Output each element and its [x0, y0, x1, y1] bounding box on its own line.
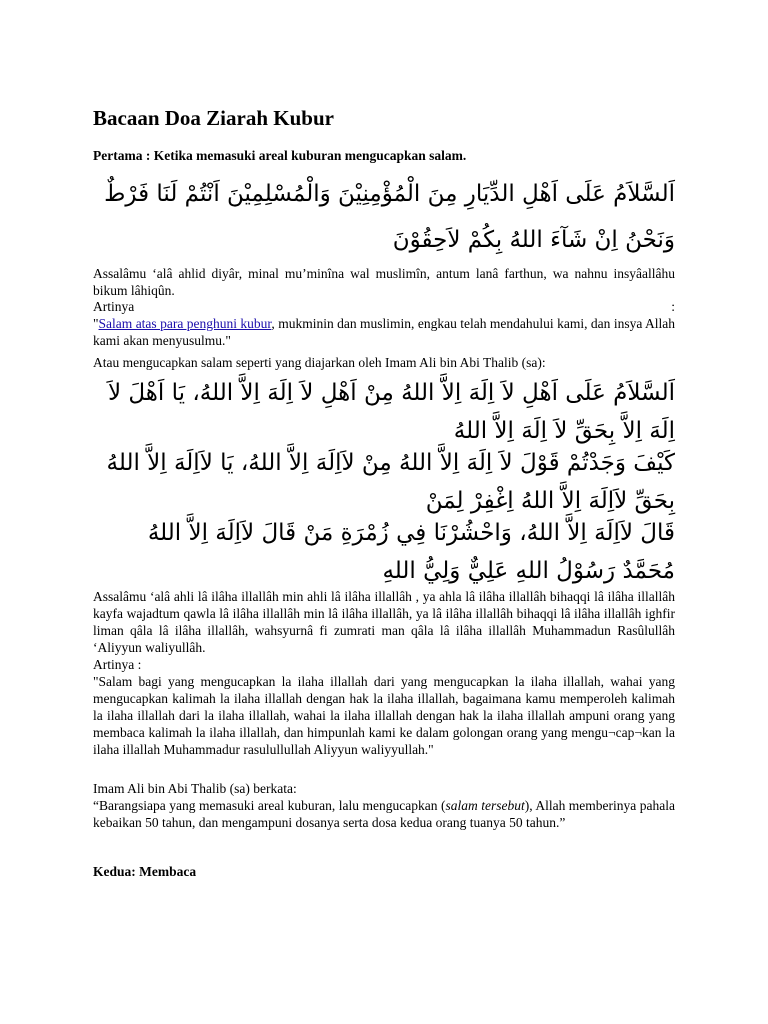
meaning-rest: , mukminin dan muslimin, engkau telah mendahului kami, dan insya Allah kami akan menyusulmu.": [93, 316, 675, 348]
quote-italic: salam tersebut: [445, 798, 525, 813]
arabic-salam-text: اَلسَّلاَمُ عَلَى اَهْلِ الدِّيَارِ مِنَ الْمُؤْمِنِيْنَ وَالْمُسْلِمِيْنَ اَنْتُمْ لَنَا فَرْطٌ وَنَحْنُ اِنْ شَآءَ اللهُ بِكُمْ لاَحِقُوْنَ: [104, 181, 675, 253]
latin-ali-text: Assalâmu ‘alâ ahli lâ ilâha illallâh min ahli lâ ilâha illallâh , ya ahla lâ ilâha illallâh bihaqqi lâ ilâha illallâh kayfa wajadtum qawla lâ ilâha illallâh min lâ ilâha illallâh, ya lâ ilâha illallâh bihaqqi lâ ilâha illallâh ighfir liman qâla lâ ilâha illallâh, wahsyurnâ fi zumrati man qâla lâ ilâha illallâh Muhammadun Rasûlullâh ‘Aliyyun waliyullâh.: [93, 589, 675, 655]
meaning-salam-text: [93, 315, 675, 349]
quote-text: [93, 797, 675, 831]
artinya-label-2: Artinya :: [93, 657, 142, 672]
section-heading-kedua: Kedua: Membaca: [93, 864, 197, 879]
quote-intro: Imam Ali bin Abi Thalib (sa) berkata:: [93, 781, 297, 796]
imam-ali-intro: Atau mengucapkan salam seperti yang diajarkan oleh Imam Ali bin Abi Thalib (sa):: [93, 355, 546, 370]
arabic-ali-line-2: كَيْفَ وَجَدْتُمْ قَوْلَ لاَ اِلَهَ اِلاَّ اللهُ مِنْ لاَاِلَهَ اِلاَّ اللهُ، يَا لاَاِلَهَ اِلاَّ اللهُ بِحَقِّ لاَاِلَهَ اِلاَّ اللهُ اِغْفِرْ لِمَنْ: [106, 450, 675, 514]
salam-link[interactable]: Salam atas para penghuni kubur: [98, 316, 272, 331]
artinya-label: Artinya: [93, 299, 135, 314]
quote-rest: ), Allah memberinya pahala kebaikan 50 tahun, dan mengampuni dosanya serta dosa kedua orang tuanya 50 tahun.”: [93, 798, 676, 830]
arabic-ali-line-1: اَلسَّلاَمُ عَلَى اَهْلِ لاَ اِلَهَ اِلاَّ اللهُ مِنْ اَهْلِ لاَ اِلَهَ اِلاَّ اللهُ، يَا اَهْلَ لاَ اِلَهَ اِلاَّ بِحَقِّ لاَ اِلَهَ اِلاَّ اللهُ: [107, 380, 675, 444]
arabic-ali-line-3: قَالَ لاَاِلَهَ اِلاَّ اللهُ، وَاحْشُرْنَا فِي زُمْرَةِ مَنْ قَالَ لاَاِلَهَ اِلاَّ اللهُ مُحَمَّدٌ رَسُوْلُ اللهِ عَلِيٌّ وَلِيُّ اللهِ: [147, 520, 675, 584]
latin-salam-text: Assalâmu ‘alâ ahlid diyâr, minal mu’minîna wal muslimîn, antum lanâ farthun, wa nahnu insyâallâhu bikum lâhiqûn.: [93, 266, 675, 298]
artinya-colon: :: [671, 299, 675, 314]
quote-open: “Barangsiapa yang memasuki areal kuburan, lalu mengucapkan (: [93, 798, 446, 813]
meaning-open-quote: ": [93, 316, 99, 331]
page-title: Bacaan Doa Ziarah Kubur: [93, 106, 334, 130]
artinya-row: [93, 298, 675, 315]
meaning-ali-text: "Salam bagi yang mengucapkan la ilaha illallah dari yang mengucapkan la ilaha illallah, wahai yang mengucapkan kalimah la ilaha illallah dengan hak la ilaha illallah, bagaimana kamu memperoleh kalimah la ilaha illallah dari la ilaha illallah, wahai la ilaha illallah dengan hak la ilaha illallah ampuni orang yang membaca kalimah la ilaha illallah, dan himpunlah kami ke dalam golongan orang yang mengu¬cap¬kan la ilaha illallah Muhammadur rasulullullah Aliyyun waliyyullah.": [93, 674, 675, 757]
section-heading-pertama: Pertama : Ketika memasuki areal kuburan mengucapkan salam.: [93, 148, 467, 163]
